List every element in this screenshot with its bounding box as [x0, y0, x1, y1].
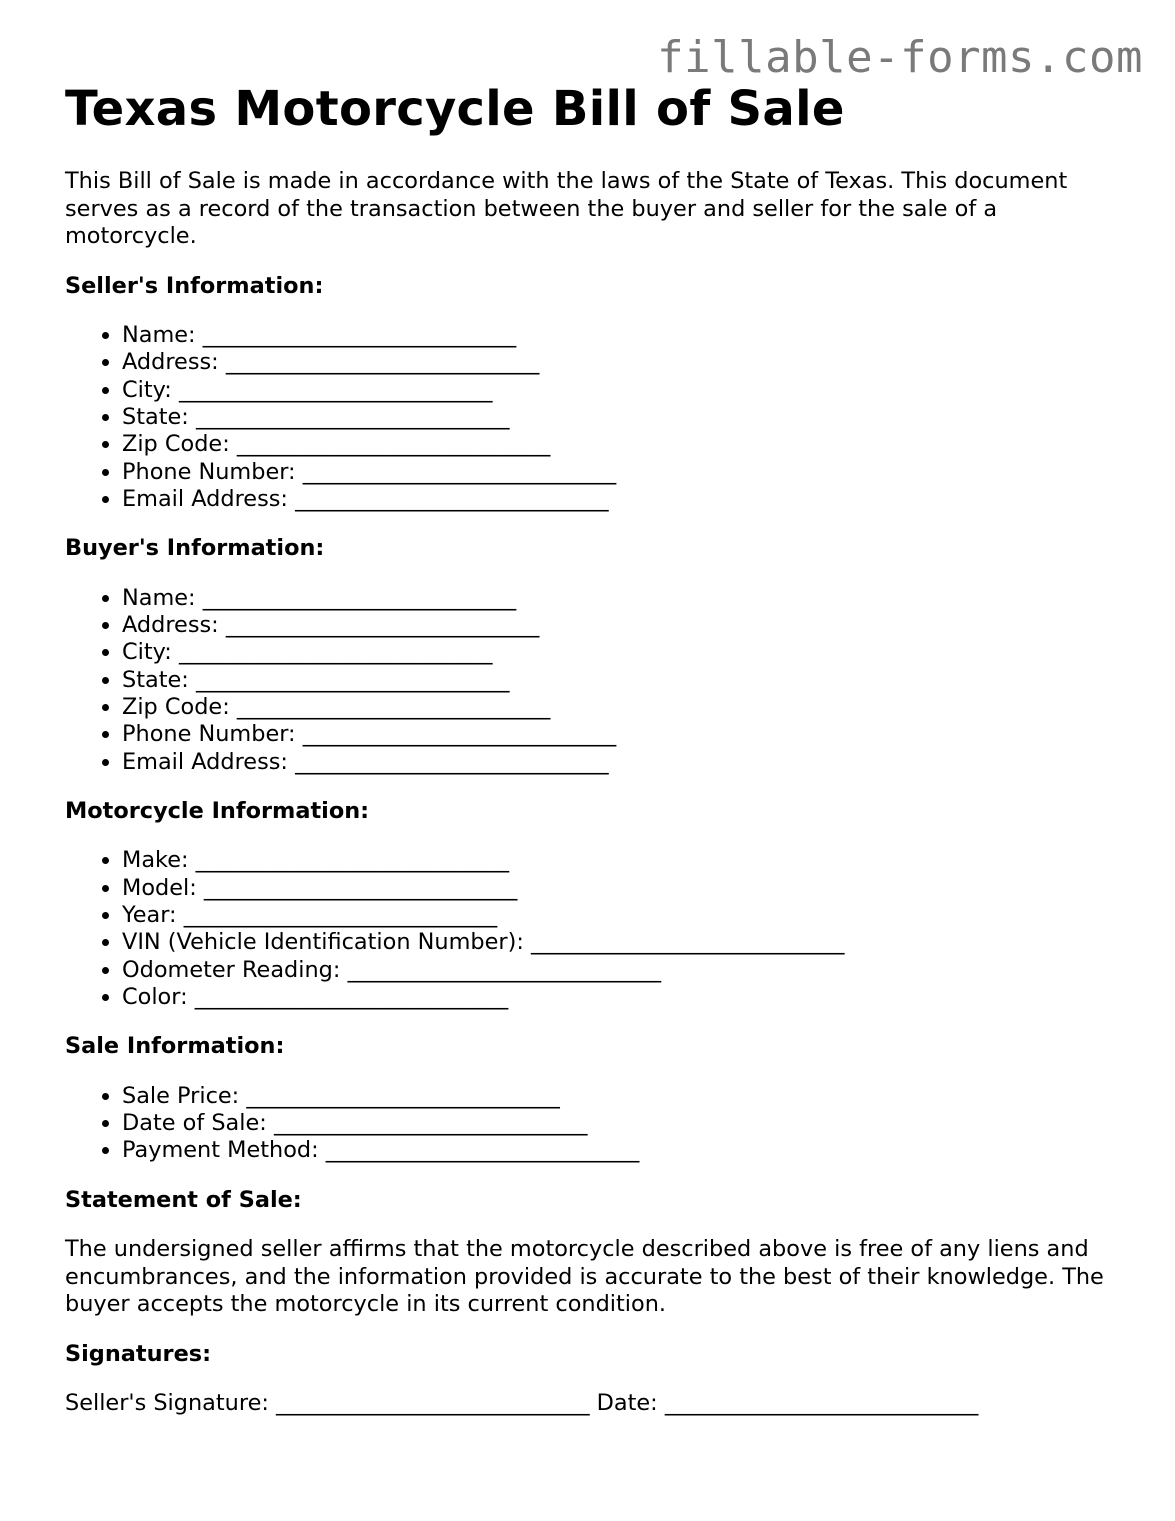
- field-blank[interactable]: ____________________________: [347, 956, 662, 983]
- watermark: fillable-forms.com: [657, 32, 1143, 83]
- buyer-address-field: [122, 612, 1125, 639]
- field-label: Zip Code:: [122, 693, 230, 720]
- field-blank[interactable]: ____________________________: [195, 666, 510, 693]
- buyer-state-field: [122, 667, 1125, 694]
- field-blank[interactable]: ____________________________: [236, 431, 551, 458]
- field-label: Zip Code:: [122, 431, 230, 458]
- field-label: Email Address:: [122, 748, 288, 775]
- seller-city-field: [122, 377, 1125, 404]
- motorcycle-color-field: [122, 984, 1125, 1011]
- field-label: State:: [122, 404, 189, 431]
- field-label: Sale Price:: [122, 1082, 240, 1109]
- buyer-email-field: [122, 749, 1125, 776]
- field-blank[interactable]: ____________________________: [203, 874, 518, 901]
- sale-date-field: [122, 1110, 1125, 1137]
- field-label: Name:: [122, 322, 196, 349]
- seller-state-field: [122, 404, 1125, 431]
- field-blank[interactable]: ____________________________: [225, 349, 540, 376]
- buyer-heading: Buyer's Information:: [65, 535, 325, 562]
- field-label: Address:: [122, 612, 219, 639]
- buyer-zip-field: [122, 694, 1125, 721]
- field-label: Make:: [122, 847, 189, 874]
- field-label: Email Address:: [122, 485, 288, 512]
- field-label: Color:: [122, 983, 188, 1010]
- field-label: Model:: [122, 874, 197, 901]
- field-label: VIN (Vehicle Identification Number):: [122, 929, 524, 956]
- document: [65, 82, 1125, 1418]
- signature-date-label: Date:: [596, 1390, 658, 1417]
- seller-signature-blank[interactable]: ____________________________: [276, 1390, 590, 1417]
- signature-date-blank[interactable]: ____________________________: [664, 1390, 979, 1417]
- field-label: Phone Number:: [122, 721, 296, 748]
- field-label: State:: [122, 666, 189, 693]
- seller-address-field: [122, 349, 1125, 376]
- seller-heading: Seller's Information:: [65, 272, 324, 299]
- motorcycle-make-field: [122, 847, 1125, 874]
- sale-field-list: [65, 1083, 1125, 1165]
- field-label: Phone Number:: [122, 458, 296, 485]
- field-blank[interactable]: ____________________________: [195, 404, 510, 431]
- seller-signature-label: Seller's Signature:: [65, 1390, 269, 1417]
- seller-field-list: [65, 322, 1125, 513]
- field-label: Payment Method:: [122, 1137, 319, 1164]
- field-blank[interactable]: ____________________________: [202, 322, 517, 349]
- field-blank[interactable]: ____________________________: [202, 584, 517, 611]
- field-blank[interactable]: ____________________________: [273, 1109, 588, 1136]
- field-blank[interactable]: ____________________________: [295, 485, 609, 512]
- field-blank[interactable]: ____________________________: [302, 458, 617, 485]
- field-blank[interactable]: ____________________________: [225, 612, 540, 639]
- field-blank[interactable]: ____________________________: [531, 929, 845, 956]
- page-title: Texas Motorcycle Bill of Sale: [65, 81, 845, 137]
- motorcycle-year-field: [122, 902, 1125, 929]
- field-label: City:: [122, 376, 172, 403]
- buyer-name-field: [122, 585, 1125, 612]
- seller-phone-field: [122, 459, 1125, 486]
- buyer-phone-field: [122, 721, 1125, 748]
- field-label: Odometer Reading:: [122, 956, 341, 983]
- field-blank[interactable]: ____________________________: [236, 693, 551, 720]
- motorcycle-odometer-field: [122, 957, 1125, 984]
- field-blank[interactable]: ____________________________: [246, 1082, 560, 1109]
- field-blank[interactable]: ____________________________: [178, 376, 493, 403]
- field-label: Date of Sale:: [122, 1109, 267, 1136]
- field-blank[interactable]: ____________________________: [302, 721, 617, 748]
- buyer-field-list: [65, 585, 1125, 776]
- motorcycle-heading: Motorcycle Information:: [65, 797, 370, 824]
- statement-paragraph: The undersigned seller affirms that the motorcycle described above is free of any liens and encumbrances, and the information provided is accurate to the best of their knowledge. The buyer accepts the motorcycle in its current condition.: [65, 1236, 1104, 1318]
- signature-row: [65, 1390, 1125, 1418]
- motorcycle-field-list: [65, 847, 1125, 1011]
- field-blank[interactable]: ____________________________: [183, 901, 498, 928]
- seller-name-field: [122, 322, 1125, 349]
- signatures-heading: Signatures:: [65, 1340, 212, 1367]
- buyer-city-field: [122, 639, 1125, 666]
- field-label: City:: [122, 639, 172, 666]
- intro-paragraph: This Bill of Sale is made in accordance with the laws of the State of Texas. This document serves as a record of the transaction between the buyer and seller for the sale of a motorcycle.: [65, 168, 1068, 250]
- sale-heading: Sale Information:: [65, 1033, 285, 1060]
- sale-price-field: [122, 1083, 1125, 1110]
- field-label: Year:: [122, 901, 177, 928]
- motorcycle-model-field: [122, 875, 1125, 902]
- seller-email-field: [122, 486, 1125, 513]
- field-blank[interactable]: ____________________________: [194, 983, 509, 1010]
- field-blank[interactable]: ____________________________: [295, 748, 609, 775]
- seller-zip-field: [122, 431, 1125, 458]
- field-blank[interactable]: ____________________________: [195, 847, 510, 874]
- field-blank[interactable]: ____________________________: [325, 1137, 640, 1164]
- field-label: Address:: [122, 349, 219, 376]
- field-label: Name:: [122, 584, 196, 611]
- motorcycle-vin-field: [122, 929, 1125, 956]
- sale-payment-method-field: [122, 1137, 1125, 1164]
- statement-heading: Statement of Sale:: [65, 1186, 302, 1213]
- field-blank[interactable]: ____________________________: [178, 639, 493, 666]
